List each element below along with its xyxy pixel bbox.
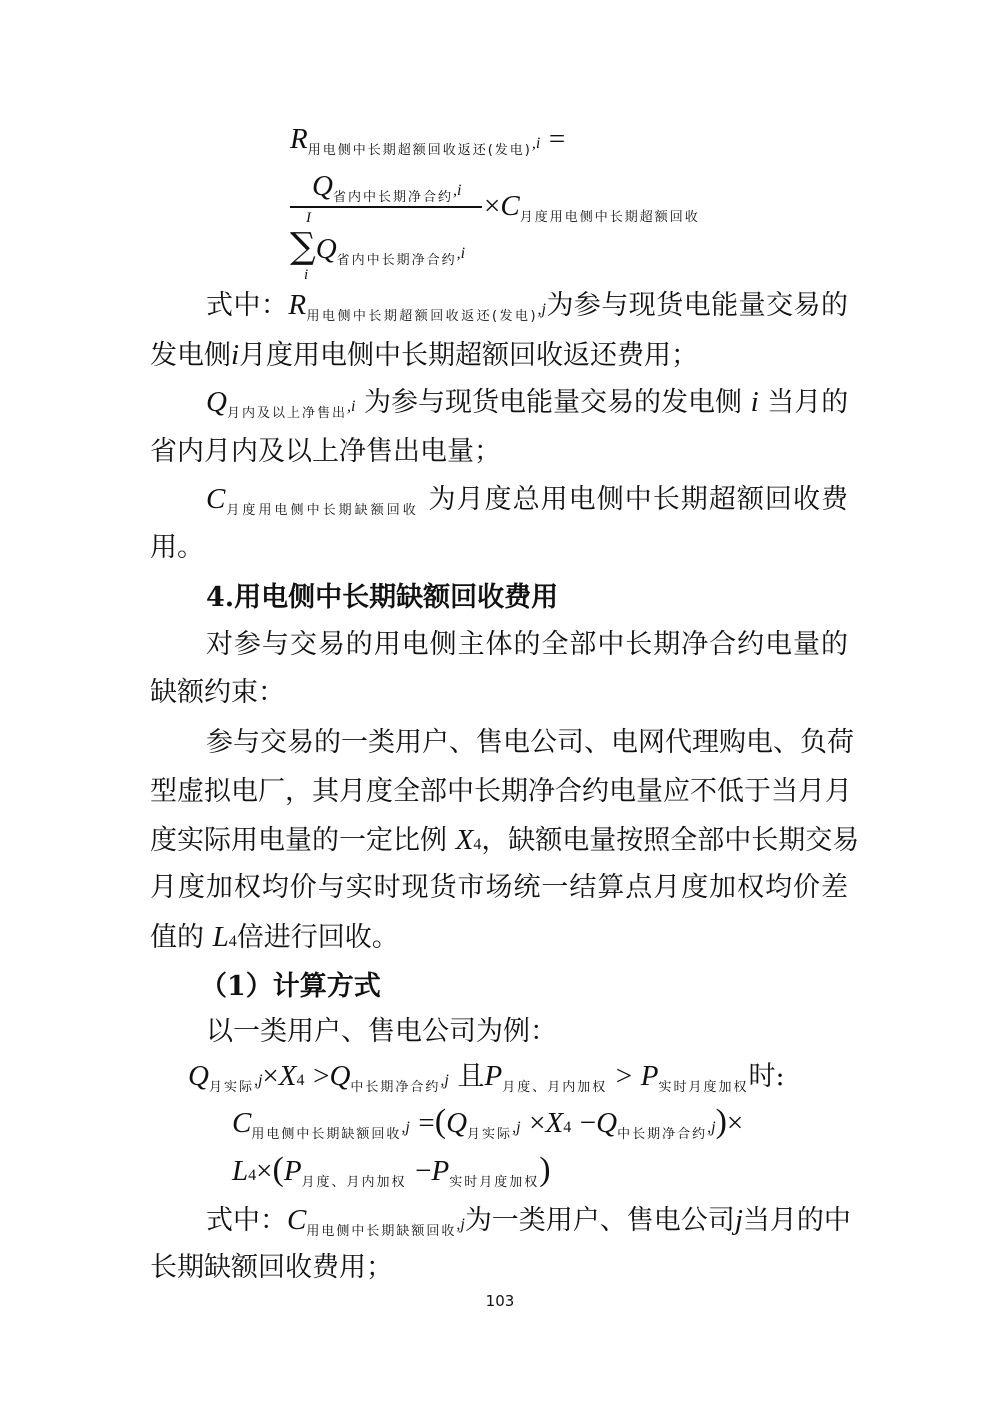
text: 为月度总用电侧中长期超额回收费 <box>418 484 848 515</box>
subscript: 月度用电侧中长期缺额回收 <box>225 503 419 518</box>
section-heading: 4.用电侧中长期缺额回收费用 <box>206 582 559 613</box>
text: ，缺额电量按照全部中长期交易 <box>481 825 860 856</box>
index: ,j <box>401 1119 410 1136</box>
times: × <box>726 1107 744 1139</box>
paragraph-line <box>150 823 860 858</box>
subscript: 用电侧中长期超额回收返还(发电) <box>306 309 538 324</box>
var: Q <box>446 1107 468 1139</box>
var: Q <box>596 1107 618 1139</box>
var: Q <box>312 170 333 202</box>
text: 值的 <box>150 922 213 953</box>
text: 发电侧 <box>150 340 231 371</box>
formula-c-line2 <box>232 1150 930 1190</box>
subscript: 月实际 <box>467 1127 513 1142</box>
var: C <box>206 483 226 515</box>
subscript: 月实际 <box>208 1080 254 1095</box>
index: ,i <box>452 182 462 199</box>
times: × <box>484 190 501 222</box>
var: C <box>500 190 520 222</box>
var: P <box>484 1060 503 1092</box>
var: P <box>283 1155 302 1187</box>
index: ,j <box>707 1119 716 1136</box>
paragraph-line: 对参与交易的用电侧主体的全部中长期净合约电量的 <box>206 629 848 660</box>
index: ,i <box>346 398 356 415</box>
times: × <box>256 1155 273 1187</box>
index: ,j <box>456 1216 465 1233</box>
fraction-bar <box>290 206 482 208</box>
paragraph-line: 以一类用户、售电公司为例： <box>206 1016 557 1047</box>
text: 式中： <box>206 1205 287 1236</box>
index: ,j <box>440 1072 449 1089</box>
var: L <box>232 1155 249 1187</box>
formula-condition <box>188 1056 886 1096</box>
index: 4 <box>228 933 237 950</box>
index: ,i <box>531 135 541 152</box>
var: R <box>288 289 307 321</box>
subscript: 用电侧中长期缺额回收 <box>251 1127 402 1142</box>
subscript: 月度、月内加权 <box>502 1080 608 1095</box>
subscript: 用电侧中长期缺额回收 <box>306 1224 457 1239</box>
var: Q <box>329 1060 351 1092</box>
paragraph-line: 用。 <box>150 532 204 563</box>
index: ,j <box>537 301 546 318</box>
var: P <box>640 1060 659 1092</box>
times: × <box>529 1107 546 1139</box>
index: ,j <box>512 1119 521 1136</box>
paragraph-line: 月度加权均价与实时现货市场统一结算点月度加权均价差 <box>150 872 848 903</box>
subsection-heading: （1）计算方式 <box>200 971 381 1002</box>
var: C <box>287 1204 307 1236</box>
text: 为参与现货电能量交易的发电侧 <box>364 387 751 418</box>
subscript: 实时月度加权 <box>449 1175 540 1190</box>
denominator <box>290 228 465 266</box>
sum-upper: I <box>306 210 311 226</box>
equals: = <box>548 123 566 155</box>
numerator <box>312 168 461 204</box>
paragraph-line <box>206 385 848 420</box>
subscript: 用电侧中长期超额回收返还(发电) <box>307 143 532 158</box>
paragraph-line <box>206 288 848 323</box>
text: 当月的中 <box>742 1205 851 1236</box>
subscript: 月度、月内加权 <box>301 1175 407 1190</box>
text: 且 <box>457 1061 485 1092</box>
paren: ( <box>434 1103 447 1140</box>
text: 当月的 <box>758 387 849 418</box>
gt: > <box>615 1060 633 1092</box>
subscript: 中长期净合约 <box>617 1127 708 1142</box>
var: P <box>431 1155 450 1187</box>
subscript: 月内及以上净售出 <box>226 406 347 421</box>
times: × <box>262 1060 279 1092</box>
var: j <box>734 1204 743 1236</box>
text: 式中： <box>206 290 289 321</box>
minus: − <box>579 1107 597 1139</box>
formula-r-multiplier <box>484 188 700 228</box>
var: L <box>212 921 229 953</box>
index: 4 <box>473 836 482 853</box>
sum-lower: i <box>304 267 309 283</box>
var: X <box>278 1060 297 1092</box>
paragraph-line <box>206 482 848 517</box>
subscript: 省内中长期净合约 <box>332 190 453 205</box>
paren: ) <box>715 1103 727 1140</box>
paragraph-line <box>206 1203 851 1239</box>
text: 为一类用户、售电公司 <box>464 1205 735 1236</box>
formula-r-fraction <box>290 168 490 286</box>
text: 度实际用电量的一定比例 <box>150 825 456 856</box>
minus: − <box>415 1155 432 1187</box>
index: 4 <box>248 1167 257 1184</box>
var: Q <box>188 1060 209 1092</box>
text: 倍进行回收。 <box>236 922 399 953</box>
var: X <box>455 824 474 856</box>
formula-c-line1 <box>232 1102 930 1142</box>
paragraph-line <box>150 920 848 955</box>
var: i <box>750 386 759 418</box>
paragraph-line: 参与交易的一类用户、售电公司、电网代理购电、负荷 <box>206 727 854 758</box>
index: ,i <box>456 245 466 262</box>
subscript: 省内中长期净合约 <box>336 253 457 268</box>
paragraph-line: 缺额约束： <box>150 677 285 708</box>
paren: ( <box>272 1151 284 1188</box>
text: 月度用电侧中长期超额回收返还费用； <box>239 340 699 371</box>
paren: ) <box>539 1151 551 1188</box>
subscript: 实时月度加权 <box>658 1080 749 1095</box>
text: 时: <box>748 1061 785 1092</box>
var: Q <box>315 233 337 265</box>
page-number: 103 <box>485 1292 515 1310</box>
var: i <box>231 339 240 371</box>
paragraph-line: 省内月内及以上净售出电量； <box>150 436 501 467</box>
sigma: ∑ <box>290 226 316 267</box>
equals: = <box>418 1107 435 1139</box>
subscript: 中长期净合约 <box>350 1080 441 1095</box>
formula-r-lhs <box>290 122 988 157</box>
index: 4 <box>296 1072 305 1089</box>
paragraph-line: 型虚拟电厂，其月度全部中长期净合约电量应不低于当月月 <box>150 776 852 807</box>
paragraph-line: 长期缺额回收费用； <box>150 1252 393 1283</box>
text: 为参与现货电能量交易的 <box>545 290 848 321</box>
index: ,j <box>253 1072 263 1089</box>
gt: > <box>313 1060 330 1092</box>
var: C <box>232 1107 252 1139</box>
paragraph-line <box>150 338 848 373</box>
var: R <box>290 123 308 155</box>
var: X <box>545 1107 564 1139</box>
subscript: 月度用电侧中长期超额回收 <box>519 210 700 225</box>
var: Q <box>206 386 227 418</box>
index: 4 <box>563 1119 572 1136</box>
